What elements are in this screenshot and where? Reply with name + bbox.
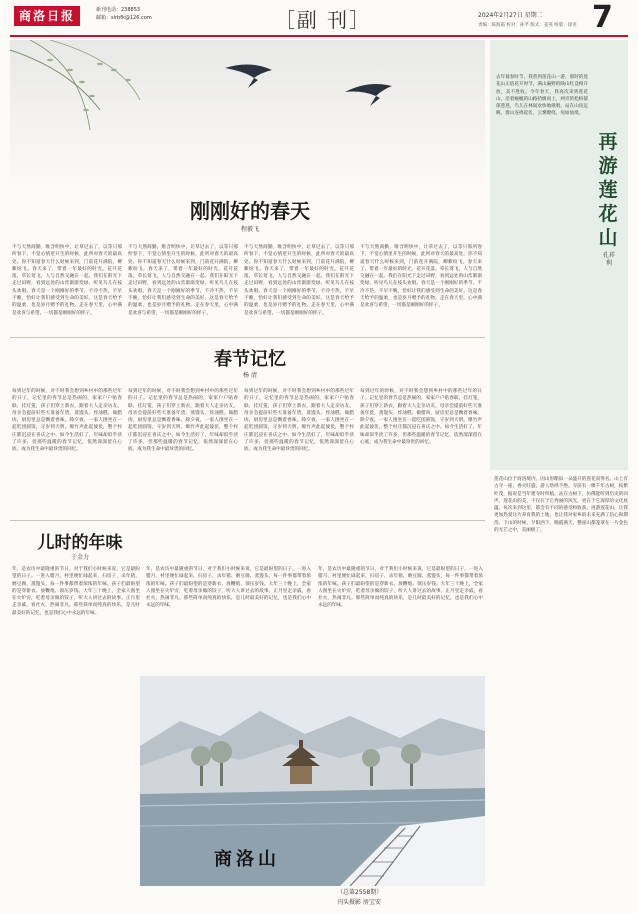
swallow-icon xyxy=(225,64,272,88)
divider xyxy=(10,337,485,338)
article3-col3: 年，是农历中最隆重的节日，对于我们小时候来说，它是最盼望的日子。一进入腊月，村里便忙碌起来，扫房子、杀年猪、磨豆腐、蒸馒头，每一件事都带着浓浓的年味。孩子们最盼望的是穿新衣、放鞭炮、领压岁钱。大年三十晚上，全家人围坐在火炉旁，吃着母亲做的饺子，听大人讲过去的故事。正月里走亲戚，看社火，热闹非凡。那些简单而纯真的快乐，是儿时最美好的记忆，也是我们心中永远的年味。 xyxy=(318,567,483,609)
swallow-icon xyxy=(345,84,392,106)
article3-author: 于金力 xyxy=(70,554,89,561)
section-title: ［副 刊］ xyxy=(274,8,372,32)
article1-col2: 不与天然商勤，唯含明快中，让草过去了，以等只那所春下，不觉心情里开生的时候，此所对春天的最高处。你不知道春天什么时候来到，门前花开满院，柳絮纷飞。春天来了，带着一年最好的时光，花开花落，草长莺飞，人与自然交融在一起。我们在阳光下走过田野，看到远处的山峦渐渐变绿，听见鸟儿在枝头欢唱。春天是一个刚刚好的季节，不冷不热，不早不晚，恰好让我们感受到生命的美好。这是春天给予的温柔，也是岁月赠予的礼物。走在春天里，心中满是欢喜与希望，一切都是刚刚好的样子。 xyxy=(128,245,238,316)
article2-col2: 每到过年的时候，对不时我会想到乡村中的那些过年的日子。记忆里的春节总是热闹的，家家户户贴春联、挂灯笼，孩子们穿上新衣，跟着大人走亲访友。母亲会提前好些天准备年货，蒸馒头、炸油糕、做腊肉，厨房里总是飘着香味。除夕夜，一家人围坐在一起吃团圆饭，守岁到天明。爆竹声此起彼伏，整个村庄都沉浸在喜庆之中。如今生活好了，年味却似乎淡了许多，但那些温暖的春节记忆，依然深深留在心底，成为我生命中最珍贵的回忆。 xyxy=(128,389,238,453)
article3-col1: 年，是农历中最隆重的节日，对于我们小时候来说，它是最盼望的日子。一进入腊月，村里便忙碌起来，扫房子、杀年猪、磨豆腐、蒸馒头，每一件事都带着浓浓的年味。孩子们最盼望的是穿新衣、放鞭炮、领压岁钱。大年三十晚上，全家人围坐在火炉旁，吃着母亲做的饺子，听大人讲过去的故事。正月里走亲戚，看社火，热闹非凡。那些简单而纯真的快乐，是儿时最美好的记忆，也是我们心中永远的年味。 xyxy=(12,567,140,616)
photo-credit: 刊头摄影 房宝安 xyxy=(337,899,381,906)
right-column xyxy=(490,40,630,908)
article4-author: 孔祥利 xyxy=(602,252,615,267)
article2-col3: 每到过年的时候，对不时我会想到乡村中的那些过年的日子。记忆里的春节总是热闹的，家家户户贴春联、挂灯笼，孩子们穿上新衣，跟着大人走亲访友。母亲会提前好些天准备年货，蒸馒头、炸油糕、做腊肉，厨房里总是飘着香味。除夕夜，一家人围坐在一起吃团圆饭，守岁到天明。爆竹声此起彼伏，整个村庄都沉浸在喜庆之中。如今生活好了，年味却似乎淡了许多，但那些温暖的春节记忆，依然深深留在心底，成为我生命中最珍贵的回忆。 xyxy=(244,389,354,453)
masthead-rule xyxy=(10,35,628,38)
article1-title: 刚刚好的春天 xyxy=(190,199,310,223)
contact-info xyxy=(96,6,152,22)
hotline-text: 新刊电话：238853 xyxy=(96,7,141,13)
email-text: 邮箱：slrbfk@126.com xyxy=(96,15,152,21)
article1-author: 程毅飞 xyxy=(240,226,259,233)
article4-body-bottom: 莲花山位于商洛境内，因山形酷似一朵盛开的莲花而得名。山上有古寺一座，香火旺盛，游人络绎不绝。寺前有一棵千年古树，枝繁叶茂，据说是当年建寺时所植。站在古树下，仿佛能听到历史的回声。莲花山的美，不仅在于它秀丽的风光，更在于它深厚的文化底蕴。每次来到这里，都会有不同的感受和收获。再游莲花山，让我更加热爱这片养育我的土地，也让我对家乡的未来充满了信心和期待。下山的时候，夕阳西下，晚霞满天，整座山都笼罩在一片金色的光芒之中，美丽极了。 xyxy=(494,477,628,534)
issue-number: （总第2558期） xyxy=(337,889,383,896)
landscape-svg xyxy=(140,676,485,886)
article2-author: 杨 清 xyxy=(243,372,257,379)
photo-title: 商洛山 xyxy=(214,849,280,870)
article2-col1: 每到过年的时候，对不时我会想到乡村中的那些过年的日子。记忆里的春节总是热闹的，家家户户贴春联、挂灯笼，孩子们穿上新衣，跟着大人走亲访友。母亲会提前好些天准备年货，蒸馒头、炸油糕、做腊肉，厨房里总是飘着香味。除夕夜，一家人围坐在一起吃团圆饭，守岁到天明。爆竹声此起彼伏，整个村庄都沉浸在喜庆之中。如今生活好了，年味却似乎淡了许多，但那些温暖的春节记忆，依然深深留在心底，成为我生命中最珍贵的回忆。 xyxy=(12,389,122,453)
article4-title: 再游莲花山 xyxy=(598,131,618,249)
editors-line: 责编：陈海霞 校对：孙芊 版式：姜英 组版：徐亚 xyxy=(478,23,577,28)
article4-body-top: 去年暮春时节，我曾到莲花山一游，那时的莲花山正值花开时节，满山遍野的映山红竞相开放，美不胜收。今年春天，我再次来到莲花山，沿着蜿蜒的山路拾级而上，两旁的松柏郁郁葱葱，鸟儿在林间欢快地歌唱。站在山顶远眺，群山连绵起伏，云雾缭绕，宛如仙境。 xyxy=(496,75,588,117)
article2-title: 春节记忆 xyxy=(214,349,286,370)
article3-title: 儿时的年味 xyxy=(37,533,123,553)
divider xyxy=(10,520,485,521)
swallows-svg xyxy=(10,40,485,190)
newspaper-logo: 商洛日报 xyxy=(14,6,80,26)
article3-col2: 年，是农历中最隆重的节日，对于我们小时候来说，它是最盼望的日子。一进入腊月，村里便忙碌起来，扫房子、杀年猪、磨豆腐、蒸馒头，每一件事都带着浓浓的年味。孩子们最盼望的是穿新衣、放鞭炮、领压岁钱。大年三十晚上，全家人围坐在火炉旁，吃着母亲做的饺子，听大人讲过去的故事。正月里走亲戚，看社火，热闹非凡。那些简单而纯真的快乐，是儿时最美好的记忆，也是我们心中永远的年味。 xyxy=(146,567,311,609)
article1-col4: 不与天然商勤，唯含明快中，让草过去了，以等只那所春下，不觉心情里开生的时候，此所对春天的最高处。你不知道春天什么时候来到，门前花开满院，柳絮纷飞。春天来了，带着一年最好的时光，花开花落，草长莺飞，人与自然交融在一起。我们在阳光下走过田野，看到远处的山峦渐渐变绿，听见鸟儿在枝头欢唱。春天是一个刚刚好的季节，不冷不热，不早不晚，恰好让我们感受到生命的美好。这是春天给予的温柔，也是岁月赠予的礼物。走在春天里，心中满是欢喜与希望，一切都是刚刚好的样子。 xyxy=(360,245,482,309)
article2-col4: 每到过年的时候，对不时我会想到乡村中的那些过年的日子。记忆里的春节总是热闹的，家家户户贴春联、挂灯笼，孩子们穿上新衣，跟着大人走亲访友。母亲会提前好些天准备年货，蒸馒头、炸油糕、做腊肉，厨房里总是飘着香味。除夕夜，一家人围坐在一起吃团圆饭，守岁到天明。爆竹声此起彼伏，整个村庄都沉浸在喜庆之中。如今生活好了，年味却似乎淡了许多，但那些温暖的春节记忆，依然深深留在心底，成为我生命中最珍贵的回忆。 xyxy=(360,389,482,446)
page-number: 7 xyxy=(592,0,613,35)
masthead xyxy=(0,0,638,38)
article1-col3: 不与天然商勤，唯含明快中，让草过去了，以等只那所春下，不觉心情里开生的时候，此所对春天的最高处。你不知道春天什么时候来到，门前花开满院，柳絮纷飞。春天来了，带着一年最好的时光，花开花落，草长莺飞，人与自然交融在一起。我们在阳光下走过田野，看到远处的山峦渐渐变绿，听见鸟儿在枝头欢唱。春天是一个刚刚好的季节，不冷不热，不早不晚，恰好让我们感受到生命的美好。这是春天给予的温柔，也是岁月赠予的礼物。走在春天里，心中满是欢喜与希望，一切都是刚刚好的样子。 xyxy=(244,245,354,316)
swallow-illustration xyxy=(10,40,485,190)
issue-date: 2024年2月27日 星期二 xyxy=(478,12,543,19)
shangluo-mountain-photo xyxy=(140,676,485,886)
article1-col1: 不与天然商勤，唯含明快中，让草过去了，以等只那所春下，不觉心情里开生的时候，此所对春天的最高处。你不知道春天什么时候来到，门前花开满院，柳絮纷飞。春天来了，带着一年最好的时光，花开花落，草长莺飞，人与自然交融在一起。我们在阳光下走过田野，看到远处的山峦渐渐变绿，听见鸟儿在枝头欢唱。春天是一个刚刚好的季节，不冷不热，不早不晚，恰好让我们感受到生命的美好。这是春天给予的温柔，也是岁月赠予的礼物。走在春天里，心中满是欢喜与希望，一切都是刚刚好的样子。 xyxy=(12,245,122,316)
